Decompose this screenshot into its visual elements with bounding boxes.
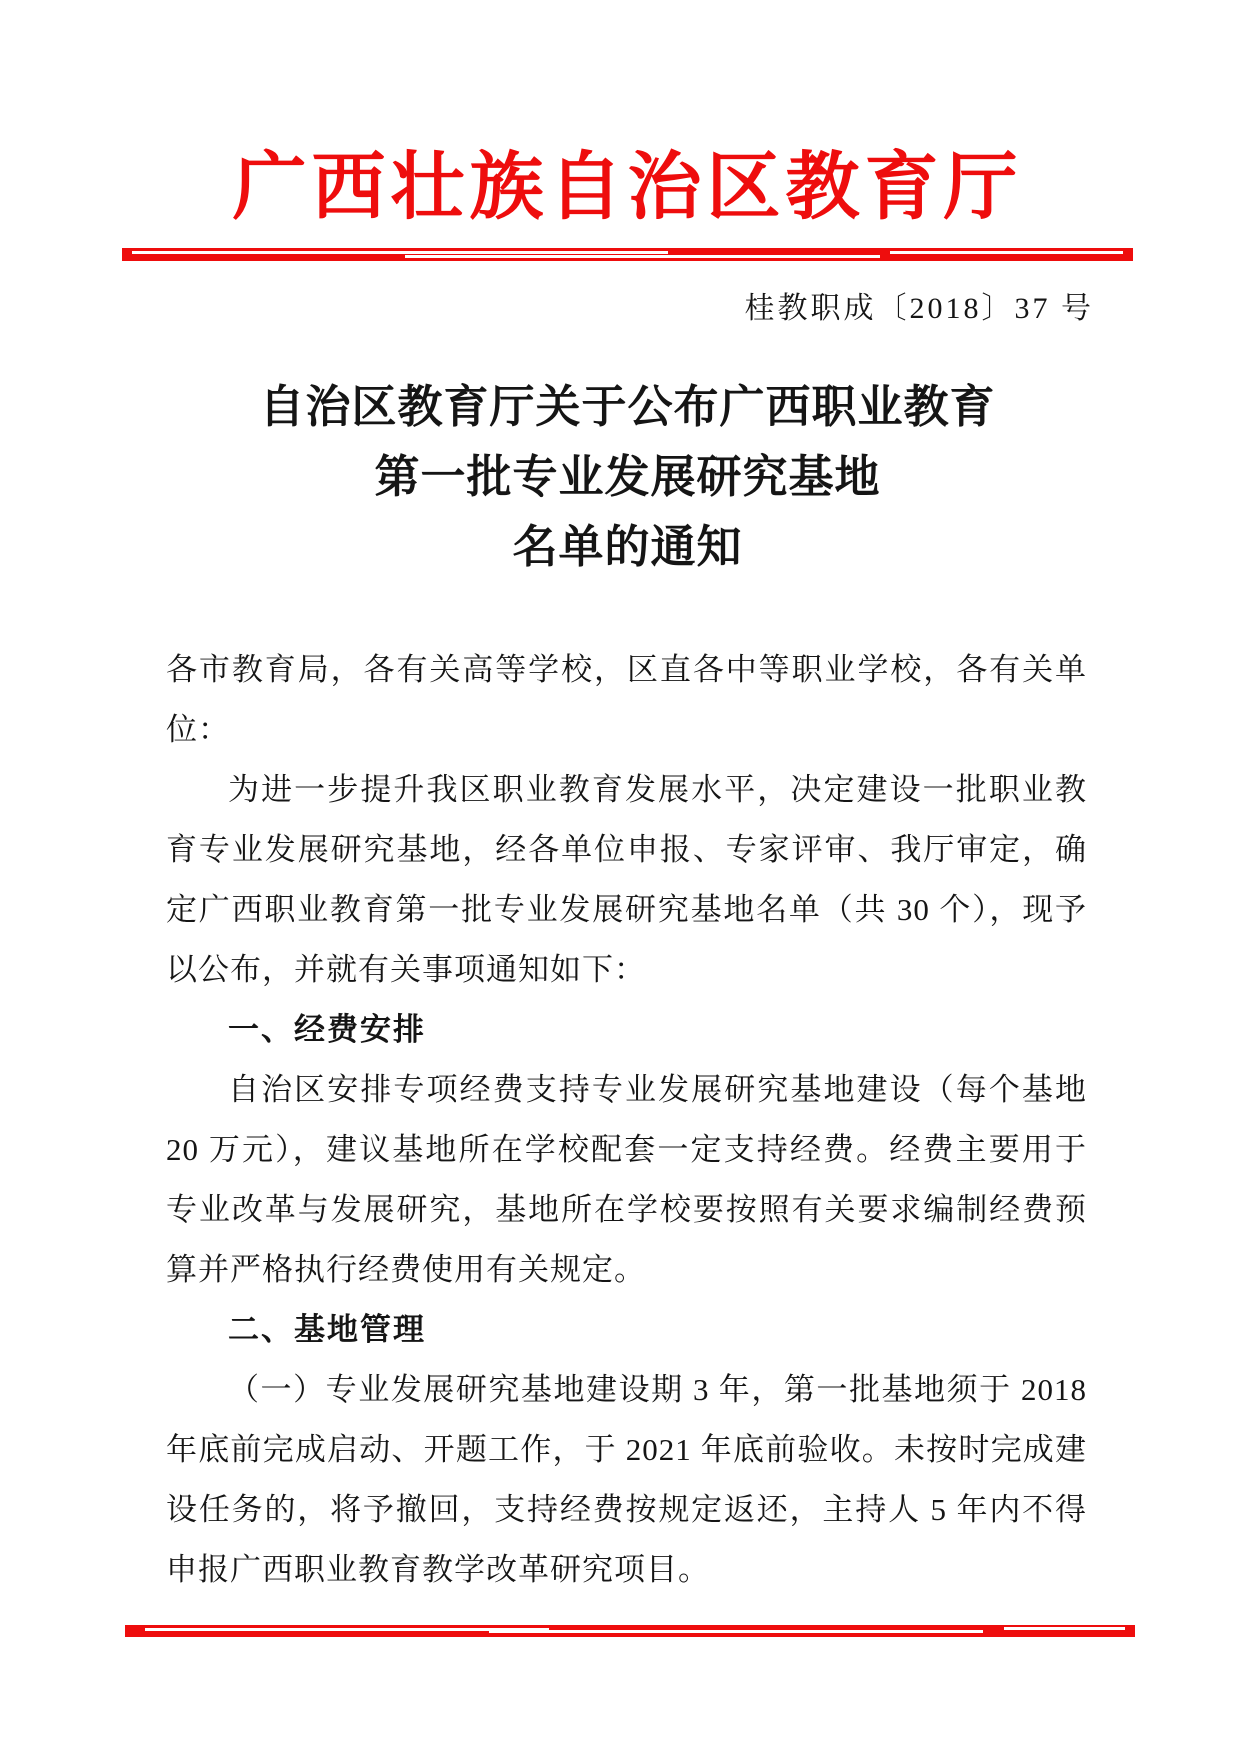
scan-stripe	[1004, 1627, 1125, 1630]
scan-stripe	[405, 255, 880, 258]
intro-paragraph: 为进一步提升我区职业教育发展水平，决定建设一批职业教育专业发展研究基地，经各单位申报、专家评审、我厅审定，确定广西职业教育第一批专业发展研究基地名单（共 30 个），现予以公布，并就有关事项通知如下：	[166, 772, 1087, 987]
scan-stripe	[489, 1630, 984, 1633]
scan-stripe	[890, 251, 1123, 254]
document-body	[166, 640, 1087, 1600]
section-1-paragraph: 自治区安排专项经费支持专业发展研究基地建设（每个基地 20 万元），建议基地所在学校配套一定支持经费。经费主要用于专业改革与发展研究，基地所在学校要按照有关要求编制经费预算并严格执行经费使用有关规定。	[166, 1072, 1087, 1287]
document-title-line-2: 第一批专业发展研究基地	[374, 452, 881, 502]
scan-stripe	[132, 251, 668, 254]
section-2-heading: 二、基地管理	[228, 1312, 426, 1347]
salutation: 各市教育局，各有关高等学校，区直各中等职业学校，各有关单位：	[166, 652, 1087, 747]
document-title-line-1: 自治区教育厅关于公布广西职业教育	[259, 382, 996, 432]
document-title-line-3: 名单的通知	[512, 522, 743, 572]
document-number: 桂教职成〔2018〕37 号	[744, 292, 1094, 325]
document-title	[122, 372, 1133, 582]
section-2-paragraph: （一）专业发展研究基地建设期 3 年，第一批基地须于 2018 年底前完成启动、开题工作，于 2021 年底前验收。未按时完成建设任务的，将予撤回，支持经费按规定返还，主持人 5 年内不得申报广西职业教育教学改革研究项目。	[166, 1372, 1087, 1587]
section-1-heading: 一、经费安排	[228, 1012, 426, 1047]
footer-separator-rule	[125, 1625, 1135, 1637]
header-separator-rule	[122, 248, 1133, 261]
org-name: 广西壮族自治区教育厅	[232, 147, 1023, 229]
